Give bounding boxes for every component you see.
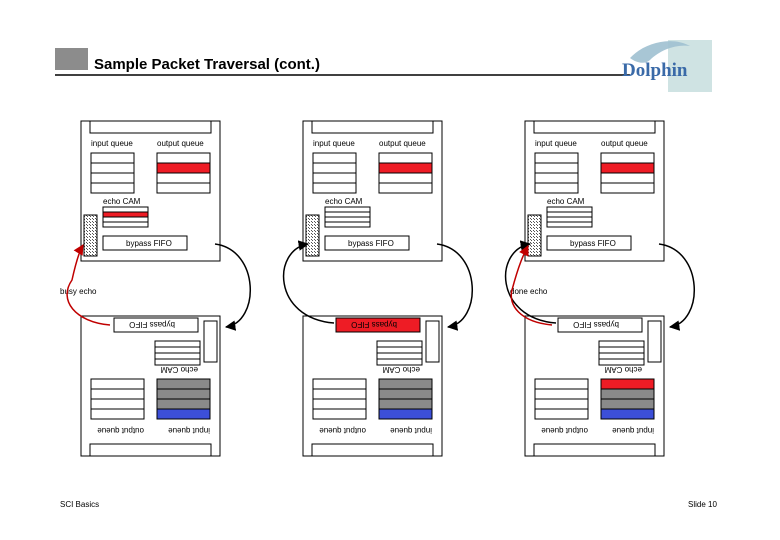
stages-group [60, 121, 664, 456]
output-queue [601, 153, 654, 193]
output-queue [91, 379, 144, 419]
input-queue [535, 153, 578, 193]
input-queue-slot-filled [601, 379, 654, 389]
output-queue [157, 153, 210, 193]
output-queue-label: output queue [601, 139, 648, 148]
output-queue-slot-filled [601, 163, 654, 173]
input-queue-slot-filled [601, 409, 654, 419]
input-queue-slot-filled [157, 409, 210, 419]
stage-3 [510, 121, 664, 456]
bypass-fifo-buffer [528, 215, 541, 256]
node-upper [525, 121, 664, 261]
echo-cam [547, 207, 592, 227]
echo-cam-label: echo CAM [103, 197, 141, 206]
output-queue-label: output queue [541, 426, 588, 435]
echo-cam-label: echo CAM [604, 365, 642, 374]
bypass-fifo-label: bypass FIFO [126, 239, 172, 248]
bypass-fifo-buffer [204, 321, 217, 362]
echo-cam-label: echo CAM [160, 365, 198, 374]
echo-cam [103, 207, 148, 227]
stage-1 [60, 121, 220, 456]
output-queue-label: output queue [379, 139, 426, 148]
output-queue-label: output queue [319, 426, 366, 435]
node-lower [81, 316, 220, 456]
dolphin-logo-icon [622, 40, 712, 92]
echo-cam [325, 207, 370, 227]
link-port [90, 121, 211, 133]
bypass-fifo-label: bypass FIFO [351, 320, 397, 329]
echo-cam [599, 341, 644, 365]
node-lower [525, 316, 664, 456]
output-queue-slot-filled [379, 163, 432, 173]
echo-cam-slot-filled [103, 212, 148, 217]
input-queue [313, 153, 356, 193]
bypass-fifo-buffer [426, 321, 439, 362]
status-label: done echo [510, 287, 548, 296]
bypass-fifo-buffer [648, 321, 661, 362]
bypass-fifo-buffer [84, 215, 97, 256]
echo-cam-label: echo CAM [547, 197, 585, 206]
node-upper [303, 121, 442, 261]
status-label: busy echo [60, 287, 97, 296]
input-queue [91, 153, 134, 193]
input-queue-slot-filled [379, 409, 432, 419]
input-queue-label: input queue [390, 426, 432, 435]
echo-cam-label: echo CAM [382, 365, 420, 374]
node-lower [303, 316, 442, 456]
input-queue-label: input queue [612, 426, 654, 435]
echo-cam [155, 341, 200, 365]
output-queue-label: output queue [97, 426, 144, 435]
node-upper [81, 121, 220, 261]
input-queue [157, 379, 210, 419]
slide-number: Slide 10 [688, 500, 717, 509]
output-queue-slot-filled [157, 163, 210, 173]
input-queue [379, 379, 432, 419]
link-port [90, 444, 211, 456]
bypass-fifo-label: bypass FIFO [573, 320, 619, 329]
link-port [534, 444, 655, 456]
header-square-icon [55, 48, 88, 70]
link-port [534, 121, 655, 133]
link-port [312, 121, 433, 133]
stage-2 [303, 121, 442, 456]
link-port [312, 444, 433, 456]
input-queue-label: input queue [313, 139, 355, 148]
input-queue-label: input queue [168, 426, 210, 435]
logo-text: Dolphin [622, 60, 688, 81]
input-queue-label: input queue [535, 139, 577, 148]
echo-cam-label: echo CAM [325, 197, 363, 206]
slide-title: Sample Packet Traversal (cont.) [94, 56, 320, 73]
bypass-fifo-buffer [306, 215, 319, 256]
output-queue-label: output queue [157, 139, 204, 148]
bypass-fifo-label: bypass FIFO [570, 239, 616, 248]
output-queue [313, 379, 366, 419]
input-queue-label: input queue [91, 139, 133, 148]
output-queue [535, 379, 588, 419]
bypass-fifo-label: bypass FIFO [129, 320, 175, 329]
echo-cam [377, 341, 422, 365]
input-queue [601, 379, 654, 419]
output-queue [379, 153, 432, 193]
footer-left: SCI Basics [60, 500, 100, 509]
bypass-fifo-label: bypass FIFO [348, 239, 394, 248]
